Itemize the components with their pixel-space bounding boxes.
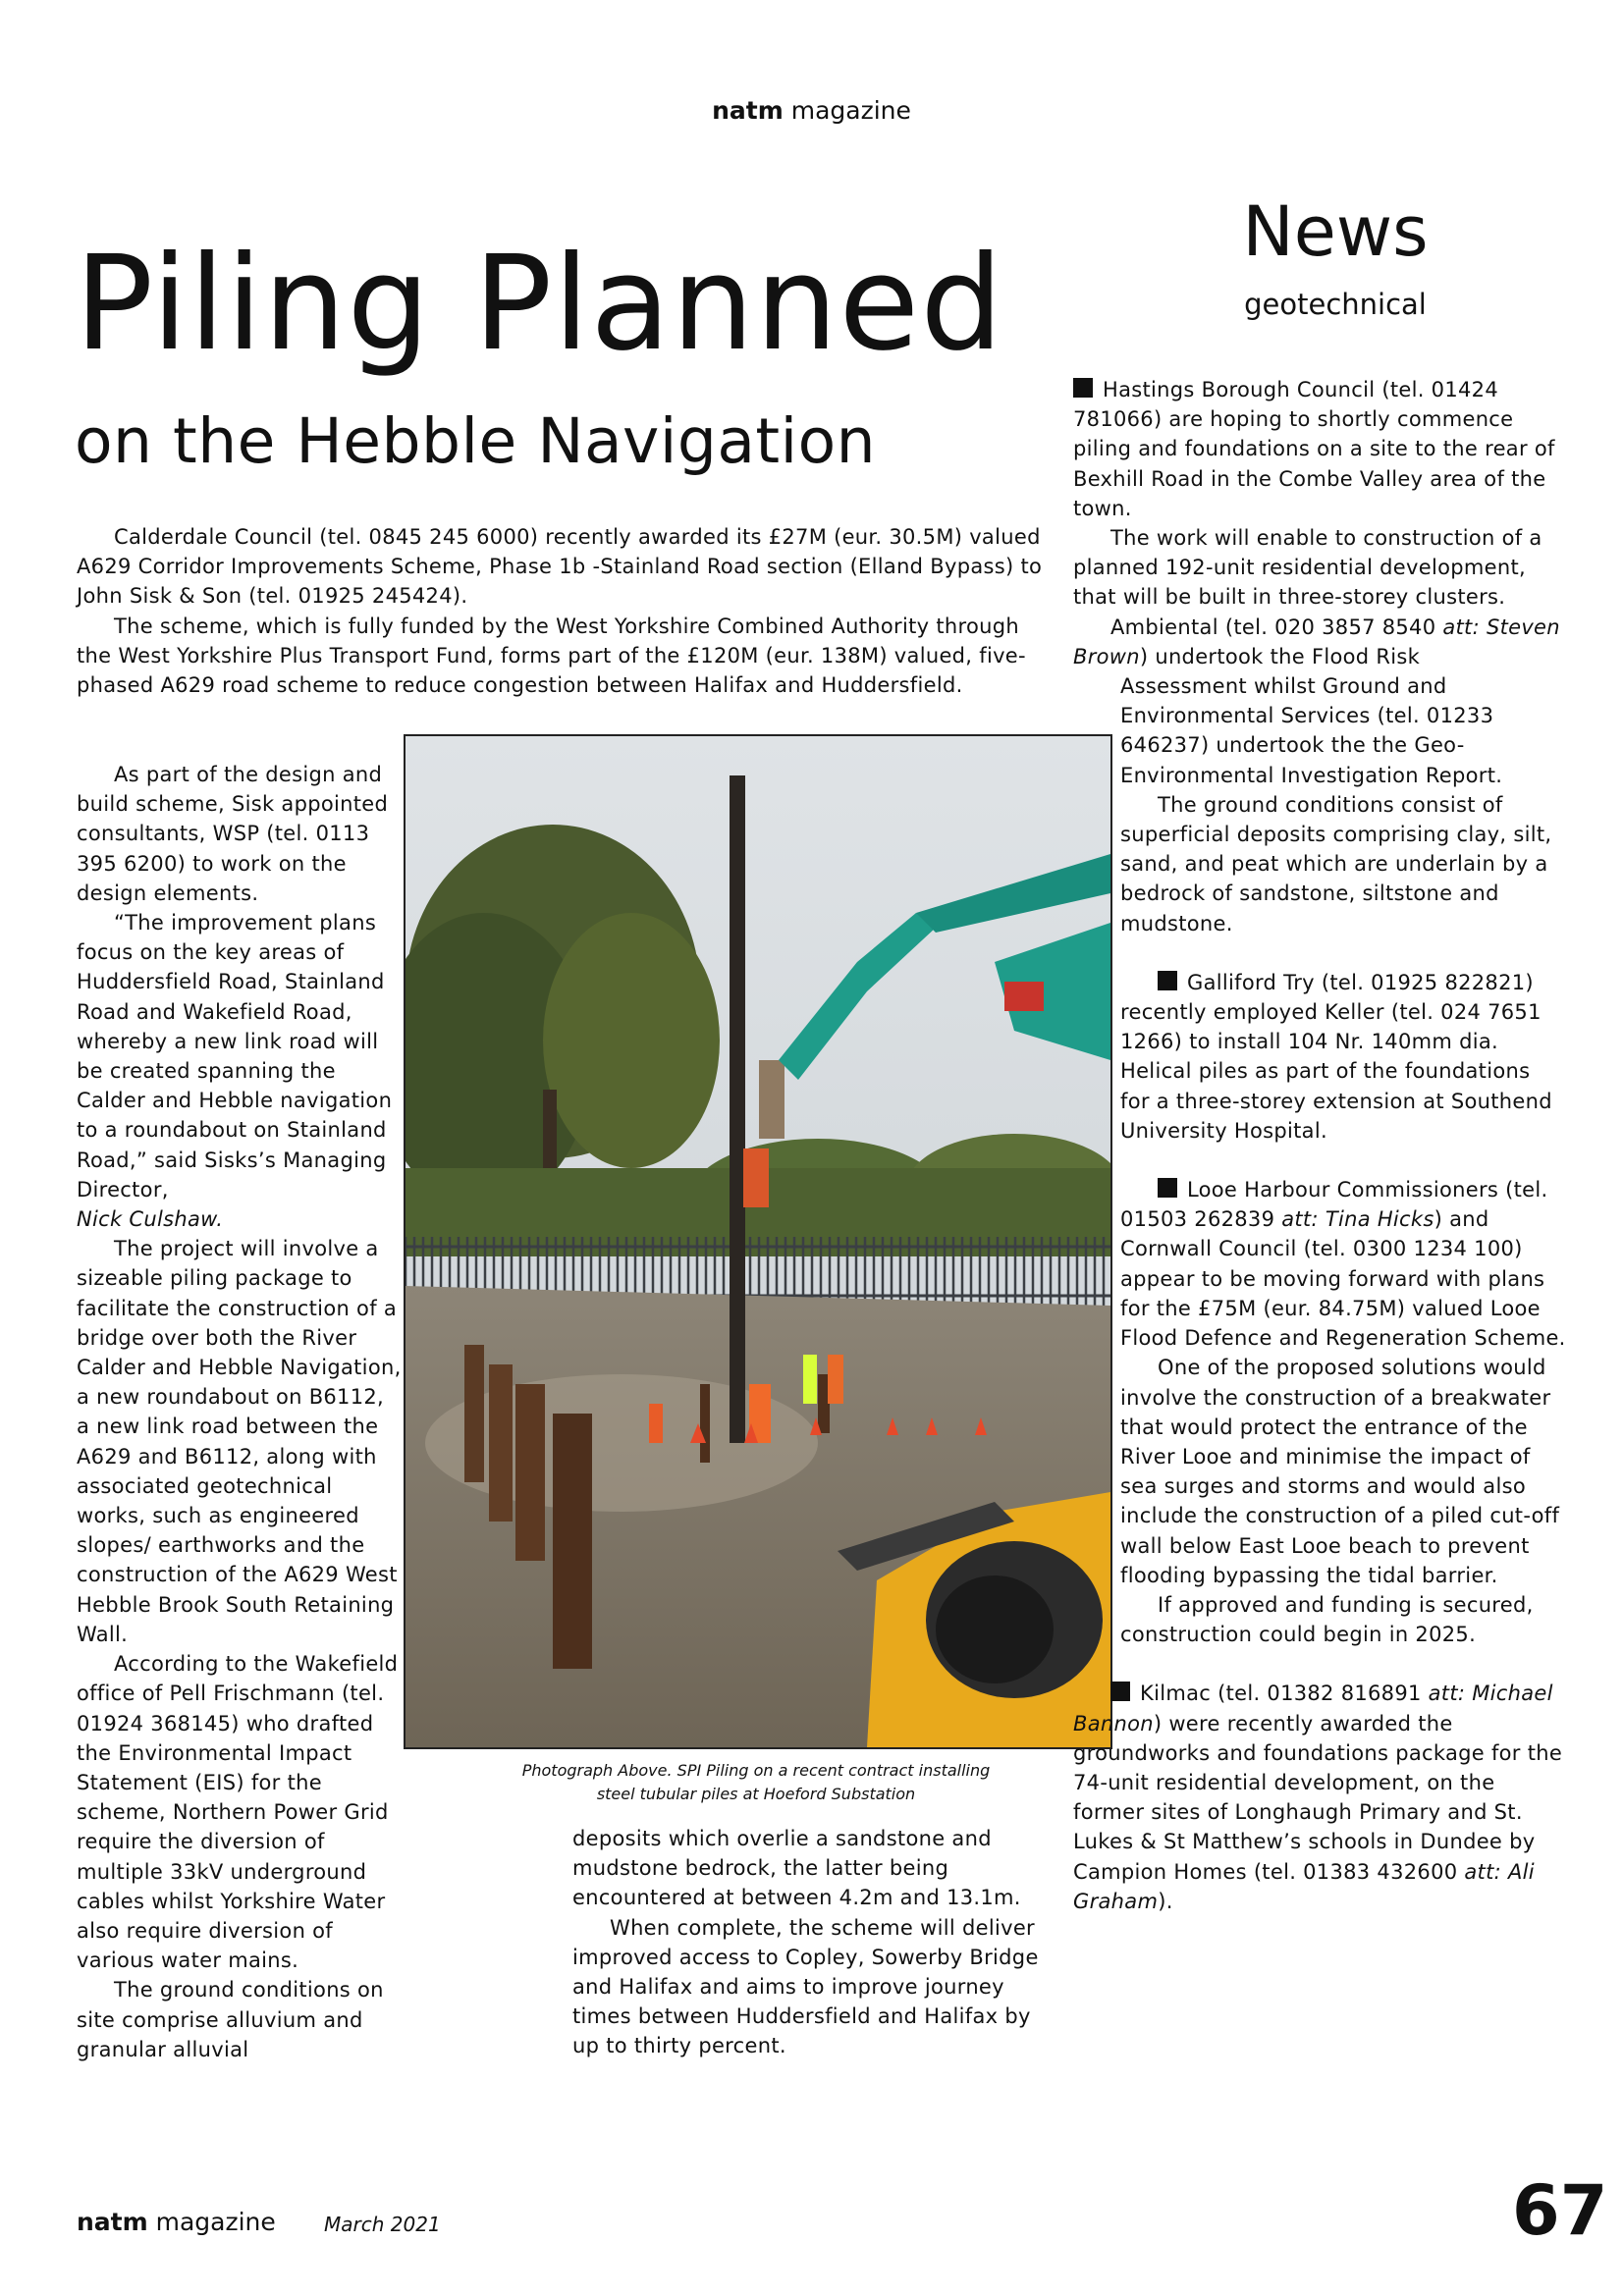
page-number: 67 <box>1512 2170 1608 2251</box>
body-paragraph: As part of the design and build scheme, Sisk appointed consultants, WSP (tel. 0113 395 6200) to work on the design elements. <box>77 763 389 905</box>
article-column-2 <box>572 1824 1044 2061</box>
bullet-square-icon <box>1073 378 1093 398</box>
person-name: Nick Culshaw. <box>77 1207 224 1232</box>
article-title: Piling Planned <box>75 229 1004 380</box>
section-title: News <box>1242 191 1429 272</box>
body-paragraph: Ambiental (tel. 020 3857 8540 att: Steven Brown) undertook the Flood Risk <box>1073 614 1560 668</box>
footer-brand: natm magazine <box>77 2208 276 2236</box>
section-subtitle: geotechnical <box>1244 288 1427 321</box>
body-paragraph: One of the proposed solutions would involve the construction of a breakwater that would protect the entrance of the River Looe and minimise the impact of sea surges and storms and would also include the construction of a piled cut-off wall below East Looe beach to prevent flooding bypassing the tidal barrier. <box>1120 1356 1560 1587</box>
contact-name: att: Michael Bannon <box>1073 1682 1553 1735</box>
contact-name: att: Ali Graham <box>1073 1859 1535 1913</box>
brand-rest: magazine <box>783 96 911 125</box>
body-paragraph: The work will enable to construction of a planned 192-unit residential development, that will be built in three-storey clusters. <box>1073 526 1542 610</box>
issue-date: March 2021 <box>324 2213 441 2236</box>
indented-block <box>1073 671 1566 1649</box>
caption-line: steel tubular piles at Hoeford Substation <box>596 1785 916 1803</box>
news-item-kilmac: Kilmac (tel. 01382 816891 att: Michael Bannon) were recently awarded the groundworks and foundations package for the 74-unit residential development, on the former sites of Longhaugh Primary and St. Lukes & St Matthew’s schools in Dundee by Campion Homes (tel. 01383 432600 att: Ali Graham). <box>1073 1682 1563 1913</box>
article-column-1 <box>77 760 403 2064</box>
caption-line: Photograph Above. SPI Piling on a recent contract installing <box>521 1761 991 1780</box>
magazine-header <box>0 96 1623 125</box>
article-lead <box>77 522 1049 700</box>
piling-site-illustration <box>406 736 1110 1747</box>
bullet-square-icon <box>1158 971 1177 990</box>
body-paragraph: If approved and funding is secured, construction could begin in 2025. <box>1120 1592 1534 1647</box>
lead-paragraph: The scheme, which is fully funded by the West Yorkshire Combined Authority through the West Yorkshire Plus Transport Fund, forms part of the £120M (eur. 138M) valued, five-phased A629 road scheme to reduce congestion between Halifax and Huddersfield. <box>77 614 1026 698</box>
lead-paragraph: Calderdale Council (tel. 0845 245 6000) recently awarded its £27M (eur. 30.5M) valued A629 Corridor Improvements Scheme, Phase 1b -Stainland Road section (Elland Bypass) to John Sisk & Son (tel. 01925 245424). <box>77 525 1043 609</box>
news-item-hastings: Hastings Borough Council (tel. 01424 781066) are hoping to shortly commence piling and foundations on a site to the rear of Bexhill Road in the Combe Valley area of the town. <box>1073 378 1555 520</box>
body-paragraph: deposits which overlie a sandstone and mudstone bedrock, the latter being encountered at between 4.2m and 13.1m. <box>572 1827 1021 1910</box>
article-subtitle: on the Hebble Navigation <box>75 405 877 477</box>
news-column <box>1073 375 1566 1916</box>
bullet-square-icon <box>1158 1178 1177 1198</box>
news-item-looe: Looe Harbour Commissioners (tel. 01503 262839 att: Tina Hicks) and Cornwall Council (tel. 0300 1234 100) appear to be moving forward with plans for the £75M (eur. 84.75M) valued Looe Flood Defence and Regeneration Scheme. <box>1120 1178 1566 1351</box>
bullet-square-icon <box>1110 1682 1130 1701</box>
brand-bold: natm <box>712 96 784 125</box>
body-paragraph: Assessment whilst Ground and Environmental Services (tel. 01233 646237) undertook the the Geo-Environmental Investigation Report. <box>1120 674 1503 787</box>
body-paragraph: When complete, the scheme will deliver improved access to Copley, Sowerby Bridge and Halifax and aims to improve journey times between Huddersfield and Halifax by up to thirty percent. <box>572 1915 1039 2058</box>
site-photograph <box>404 734 1112 1749</box>
contact-name: att: Tina Hicks <box>1281 1207 1434 1232</box>
contact-name: att: Steven Brown <box>1073 614 1560 668</box>
body-paragraph: The project will involve a sizeable piling package to facilitate the construction of a bridge over both the River Calder and Hebble Navigation, a new roundabout on B6112, a new link road between the A629 and B6112, along with associated geotechnical works, such as engineered slopes/ earthworks and the construction of the A629 West Hebble Brook South Retaining Wall. <box>77 1237 402 1646</box>
news-item-galliford: Galliford Try (tel. 01925 822821) recently employed Keller (tel. 024 7651 1266) to install 104 Nr. 140mm dia. Helical piles as part of the foundations for a three-storey extension at Southend University Hospital. <box>1120 970 1552 1143</box>
body-paragraph: The ground conditions consist of superficial deposits comprising clay, silt, sand, and peat which are underlain by a bedrock of sandstone, siltstone and mudstone. <box>1120 792 1552 935</box>
body-paragraph: According to the Wakefield office of Pell Frischmann (tel. 01924 368145) who drafted the Environmental Impact Statement (EIS) for the scheme, Northern Power Grid require the diversion of multiple 33kV underground cables whilst Yorkshire Water also require diversion of various water mains. <box>77 1652 399 1973</box>
body-paragraph: “The improvement plans focus on the key areas of Huddersfield Road, Stainland Road and Wakefield Road, whereby a new link road will be created spanning the Calder and Hebble navigation to a roundabout on Stainland Road,” said Sisks’s Managing Director, <box>77 911 393 1201</box>
body-paragraph: The ground conditions on site comprise alluvium and granular alluvial <box>77 1978 384 2061</box>
body-paragraph <box>77 1204 403 1234</box>
photo-caption <box>461 1759 1051 1806</box>
